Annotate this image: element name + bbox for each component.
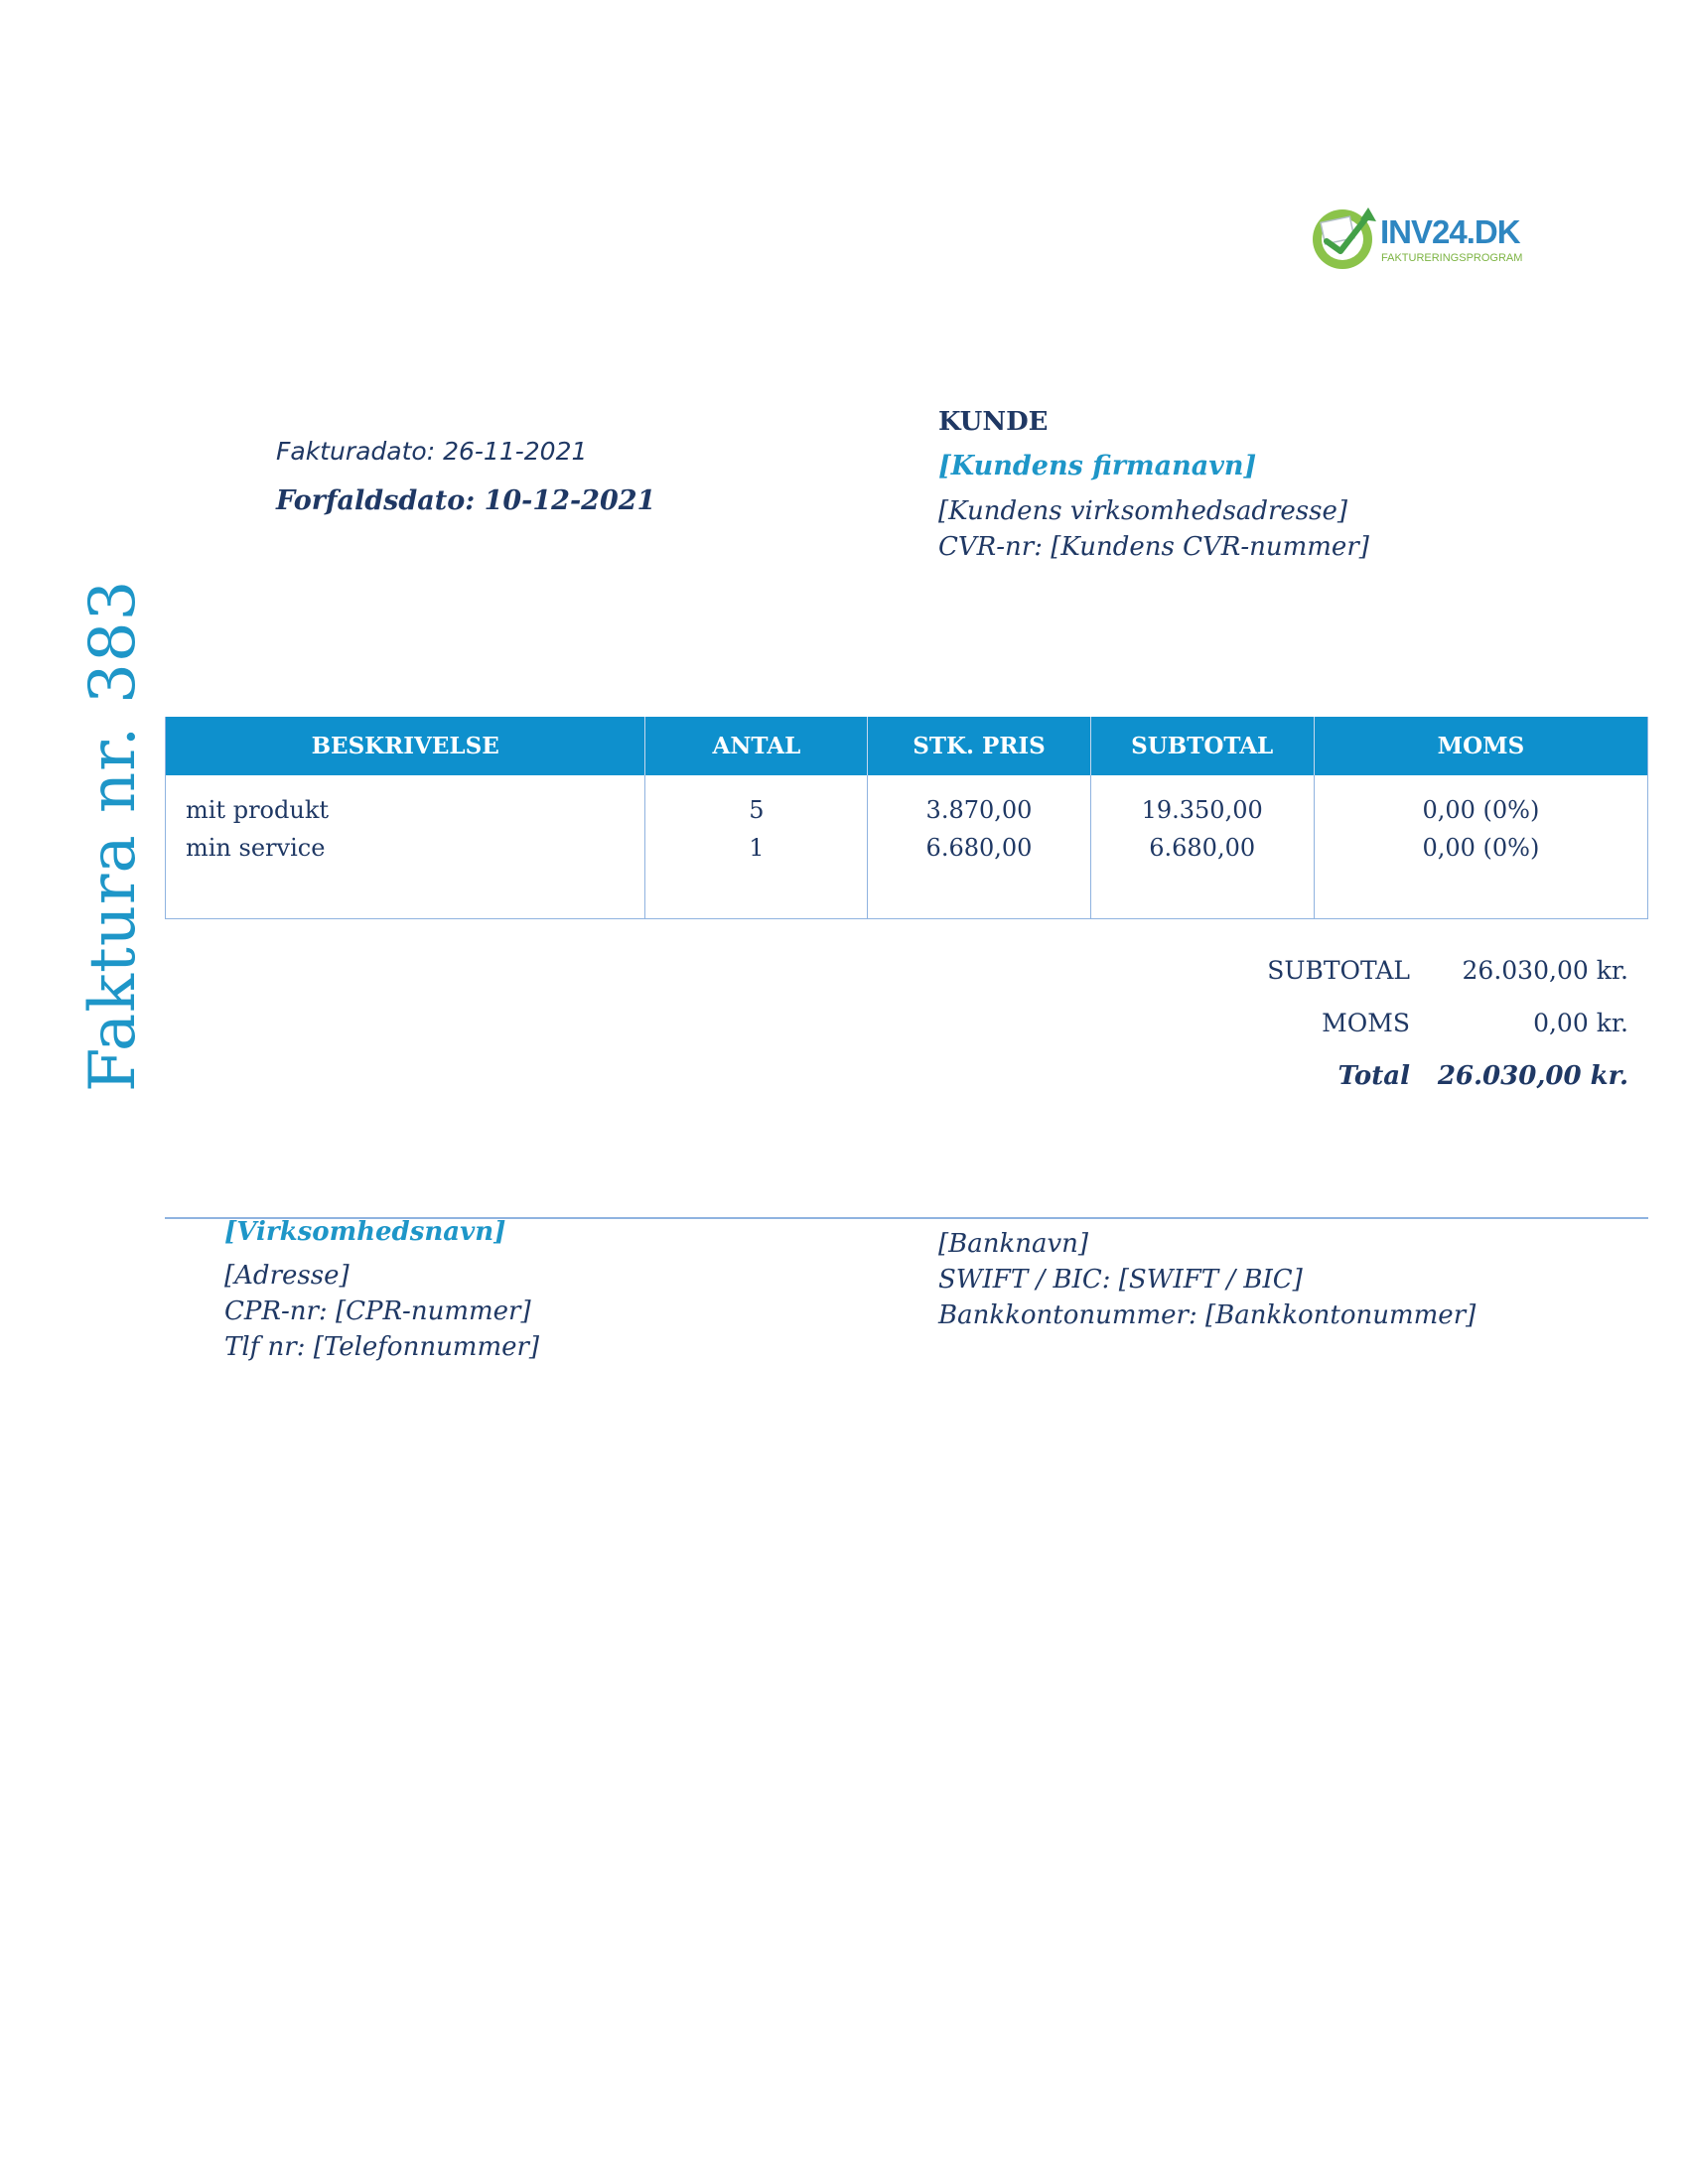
due-date (276, 485, 655, 516)
total-label: Total (1337, 1061, 1410, 1091)
subtotal-cell (1090, 775, 1314, 919)
bank-name: [Banknavn] (938, 1229, 1089, 1259)
customer-company: [Kundens firmanavn] (938, 451, 1257, 481)
customer-cvr: CVR-nr: [Kundens CVR-nummer] (938, 532, 1369, 562)
line-items-table (165, 717, 1648, 919)
item-unit-price: 6.680,00 (925, 834, 1033, 862)
description-cell (166, 775, 645, 919)
column-header-vat: MOMS (1314, 717, 1647, 775)
table-body (166, 775, 1648, 919)
item-subtotal: 6.680,00 (1149, 834, 1256, 862)
brand-logo (1309, 202, 1523, 281)
sender-cpr: CPR-nr: [CPR-nummer] (224, 1297, 531, 1326)
unit-price-cell (868, 775, 1090, 919)
item-subtotal: 19.350,00 (1141, 796, 1263, 824)
bank-swift: SWIFT / BIC: [SWIFT / BIC] (938, 1265, 1303, 1295)
invoice-number: 383 (76, 579, 150, 704)
item-vat: 0,00 (0%) (1422, 834, 1540, 862)
due-date-value: 10-12-2021 (484, 485, 656, 516)
totals-block (1092, 956, 1628, 1114)
vat-row (1092, 1009, 1628, 1061)
item-quantity: 1 (749, 834, 765, 862)
item-description: mit produkt (186, 796, 329, 824)
item-vat: 0,00 (0%) (1422, 796, 1540, 824)
customer-block (938, 407, 1369, 568)
sender-address: [Adresse] (224, 1261, 350, 1291)
due-date-label: Forfaldsdato: (276, 485, 476, 516)
customer-address: [Kundens virksomhedsadresse] (938, 496, 1348, 526)
sender-phone: Tlf nr: [Telefonnummer] (224, 1332, 540, 1362)
sender-company: [Virksomhedsnavn] (224, 1217, 506, 1247)
subtotal-row (1092, 956, 1628, 1009)
subtotal-value: 26.030,00 kr. (1462, 956, 1628, 985)
column-header-unit-price: STK. PRIS (868, 717, 1090, 775)
item-quantity: 5 (749, 796, 765, 824)
invoice-title (76, 580, 150, 1092)
column-header-description: BESKRIVELSE (166, 717, 645, 775)
invoice-date-value: 26-11-2021 (443, 437, 588, 466)
invoice-date (276, 437, 587, 466)
quantity-cell (645, 775, 868, 919)
total-value: 26.030,00 kr. (1437, 1061, 1628, 1091)
brand-name: INV24.DK (1380, 213, 1520, 250)
brand-tagline: FAKTURERINGSPROGRAM (1381, 252, 1523, 264)
customer-heading: KUNDE (938, 407, 1049, 437)
total-row (1092, 1061, 1628, 1114)
item-description: min service (186, 834, 326, 862)
column-header-subtotal: SUBTOTAL (1090, 717, 1314, 775)
invoice-date-label: Fakturadato: (276, 437, 436, 466)
vat-value: 0,00 kr. (1533, 1009, 1628, 1037)
vat-label: MOMS (1322, 1009, 1410, 1037)
bank-account: Bankkontonummer: [Bankkontonummer] (938, 1300, 1477, 1330)
table-header-row (166, 717, 1648, 775)
subtotal-label: SUBTOTAL (1267, 956, 1410, 985)
invoice-title-label: Faktura nr. (76, 725, 150, 1092)
sender-block (224, 1217, 539, 1368)
item-unit-price: 3.870,00 (925, 796, 1033, 824)
vat-cell (1314, 775, 1647, 919)
column-header-quantity: ANTAL (645, 717, 868, 775)
bank-block (938, 1229, 1476, 1336)
invoice-check-icon (1309, 202, 1380, 273)
